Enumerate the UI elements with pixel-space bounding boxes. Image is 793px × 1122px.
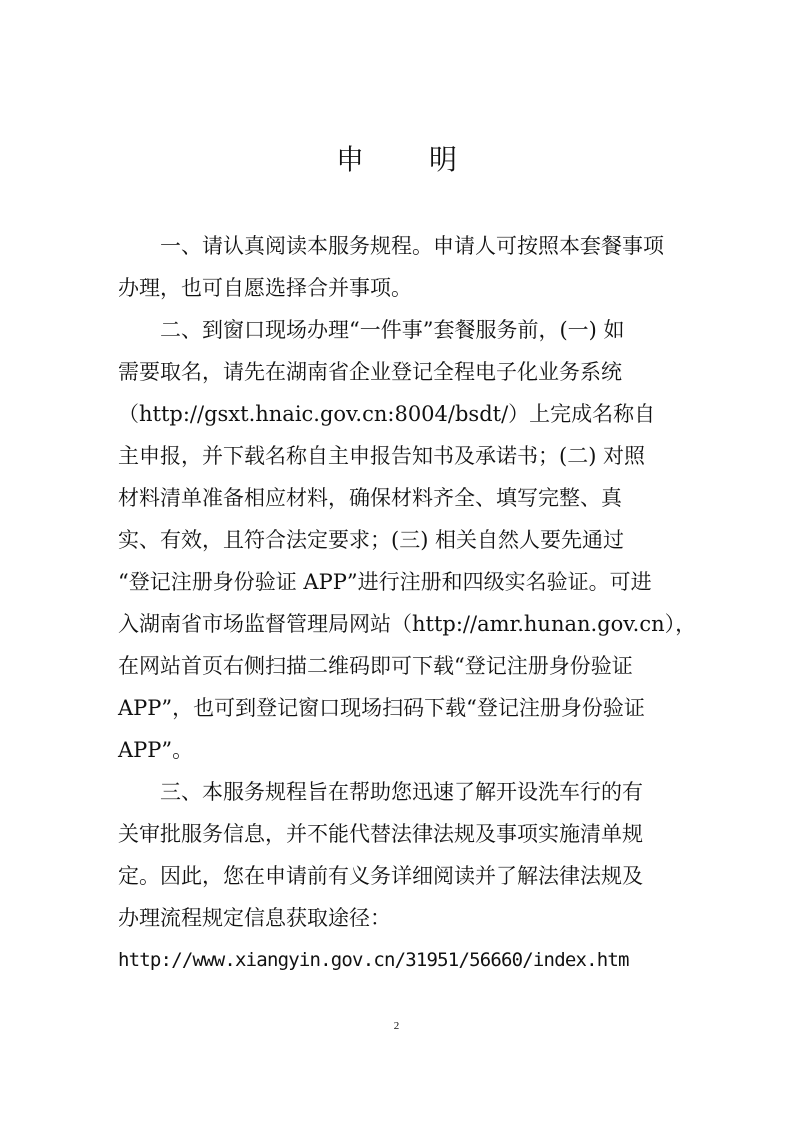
paragraph-2-line-3: （http://gsxt.hnaic.gov.cn:8004/bsdt/）上完成名称自 xyxy=(118,402,656,426)
paragraph-2-line-5: 材料清单准备相应材料，确保材料齐全、填写完整、真 xyxy=(118,486,622,510)
paragraph-2-line-1: 二、到窗口现场办理“一件事”套餐服务前，(一) 如 xyxy=(160,318,625,342)
paragraph-2-line-7: “登记注册身份验证 APP”进行注册和四级实名验证。可进 xyxy=(118,570,652,594)
paragraph-3-line-1: 三、本服务规程旨在帮助您迅速了解开设洗车行的有 xyxy=(160,780,643,804)
page-title: 申 明 xyxy=(336,143,485,176)
paragraph-2-line-4: 主申报，并下载名称自主申报告知书及承诺书；(二) 对照 xyxy=(118,444,646,468)
paragraph-3-url: http://www.xiangyin.gov.cn/31951/56660/index.htm xyxy=(118,949,629,971)
paragraph-1-line-1: 一、请认真阅读本服务规程。申请人可按照本套餐事项 xyxy=(160,234,664,258)
paragraph-2-line-8: 入湖南省市场监督管理局网站（http://amr.hunan.gov.cn）， xyxy=(118,612,697,636)
paragraph-3-line-4: 办理流程规定信息获取途径： xyxy=(118,906,391,930)
paragraph-2-line-10: APP”，也可到登记窗口现场扫码下载“登记注册身份验证 xyxy=(118,696,645,720)
page-number: 2 xyxy=(393,1020,400,1032)
paragraph-2-line-9: 在网站首页右侧扫描二维码即可下载“登记注册身份验证 xyxy=(118,654,633,678)
paragraph-2-line-2: 需要取名，请先在湖南省企业登记全程电子化业务系统 xyxy=(118,360,622,384)
paragraph-1-line-2: 办理，也可自愿选择合并事项。 xyxy=(118,276,412,300)
paragraph-2-line-6: 实、有效，且符合法定要求；(三) 相关自然人要先通过 xyxy=(118,528,625,552)
paragraph-2-line-11: APP”。 xyxy=(118,738,194,762)
paragraph-3-line-3: 定。因此，您在申请前有义务详细阅读并了解法律法规及 xyxy=(118,864,643,888)
paragraph-3-line-2: 关审批服务信息，并不能代替法律法规及事项实施清单规 xyxy=(118,822,643,846)
